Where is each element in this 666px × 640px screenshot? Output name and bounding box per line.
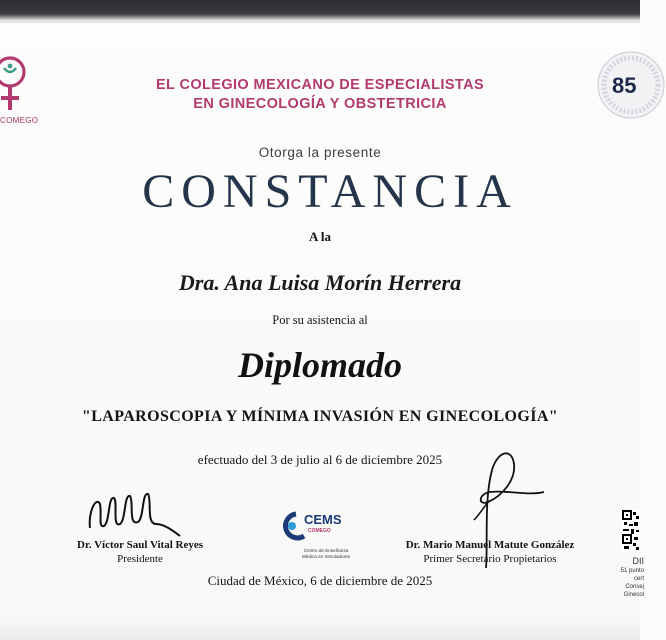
to-label: A la <box>308 229 332 244</box>
certificate-title: CONSTANCIA <box>142 165 518 218</box>
org-title-line1: EL COLEGIO MEXICANO DE ESPECIALISTAS <box>155 77 485 93</box>
bottom-edge <box>0 622 640 640</box>
recipient-name: Dra. Ana Luisa Morín Herrera <box>178 270 462 295</box>
signature-left-icon <box>82 484 182 540</box>
signatory-left-name: Dr. Víctor Saul Vital Reyes <box>77 539 203 551</box>
side-info-line3: cert <box>633 576 644 582</box>
cems-name: CEMS <box>304 512 342 527</box>
signatory-left <box>55 538 225 566</box>
organization-title <box>100 76 540 114</box>
side-info-line1: DII <box>632 556 644 566</box>
side-info-line2: 51 punto <box>620 568 644 574</box>
top-border-inner <box>0 20 640 23</box>
cems-sub: COMEGO <box>308 528 331 534</box>
reason-text: Por su asistencia al <box>272 313 368 327</box>
signatory-left-role: Presidente <box>117 553 163 565</box>
program-type: Diplomado <box>237 345 402 385</box>
qr-code-icon <box>622 510 640 552</box>
side-info-line5: Ginecol <box>623 592 644 598</box>
comego-logo-text: COMEGO <box>0 116 39 125</box>
side-info <box>604 556 644 599</box>
side-info-line4: Consej <box>625 584 644 590</box>
seal-number: 85 <box>612 73 637 98</box>
intro-text: Otorga la presente <box>258 145 382 160</box>
top-border <box>0 0 640 20</box>
cems-desc-line1: Centro de Enseñanza <box>303 548 349 553</box>
signatory-right-name: Dr. Mario Manuel Matute González <box>405 539 575 551</box>
place-date: Ciudad de México, 6 de diciembre de 2025 <box>207 573 433 588</box>
cems-desc-line2: Médica en Simuladores <box>301 553 350 559</box>
signatory-right-role: Primer Secretario Propietarios <box>423 553 557 565</box>
comego-logo-icon <box>0 52 34 120</box>
org-title-line2: EN GINECOLOGÍA Y OBSTETRICIA <box>193 96 447 112</box>
signatory-right <box>390 538 590 566</box>
cems-description <box>286 548 366 559</box>
anniversary-seal-icon <box>596 50 666 120</box>
course-dates: efectuado del 3 de julio al 6 de diciembre 2025 <box>197 452 443 467</box>
course-name: "LAPAROSCOPIA Y MÍNIMA INVASIÓN EN GINECOLOGÍA" <box>81 408 559 425</box>
